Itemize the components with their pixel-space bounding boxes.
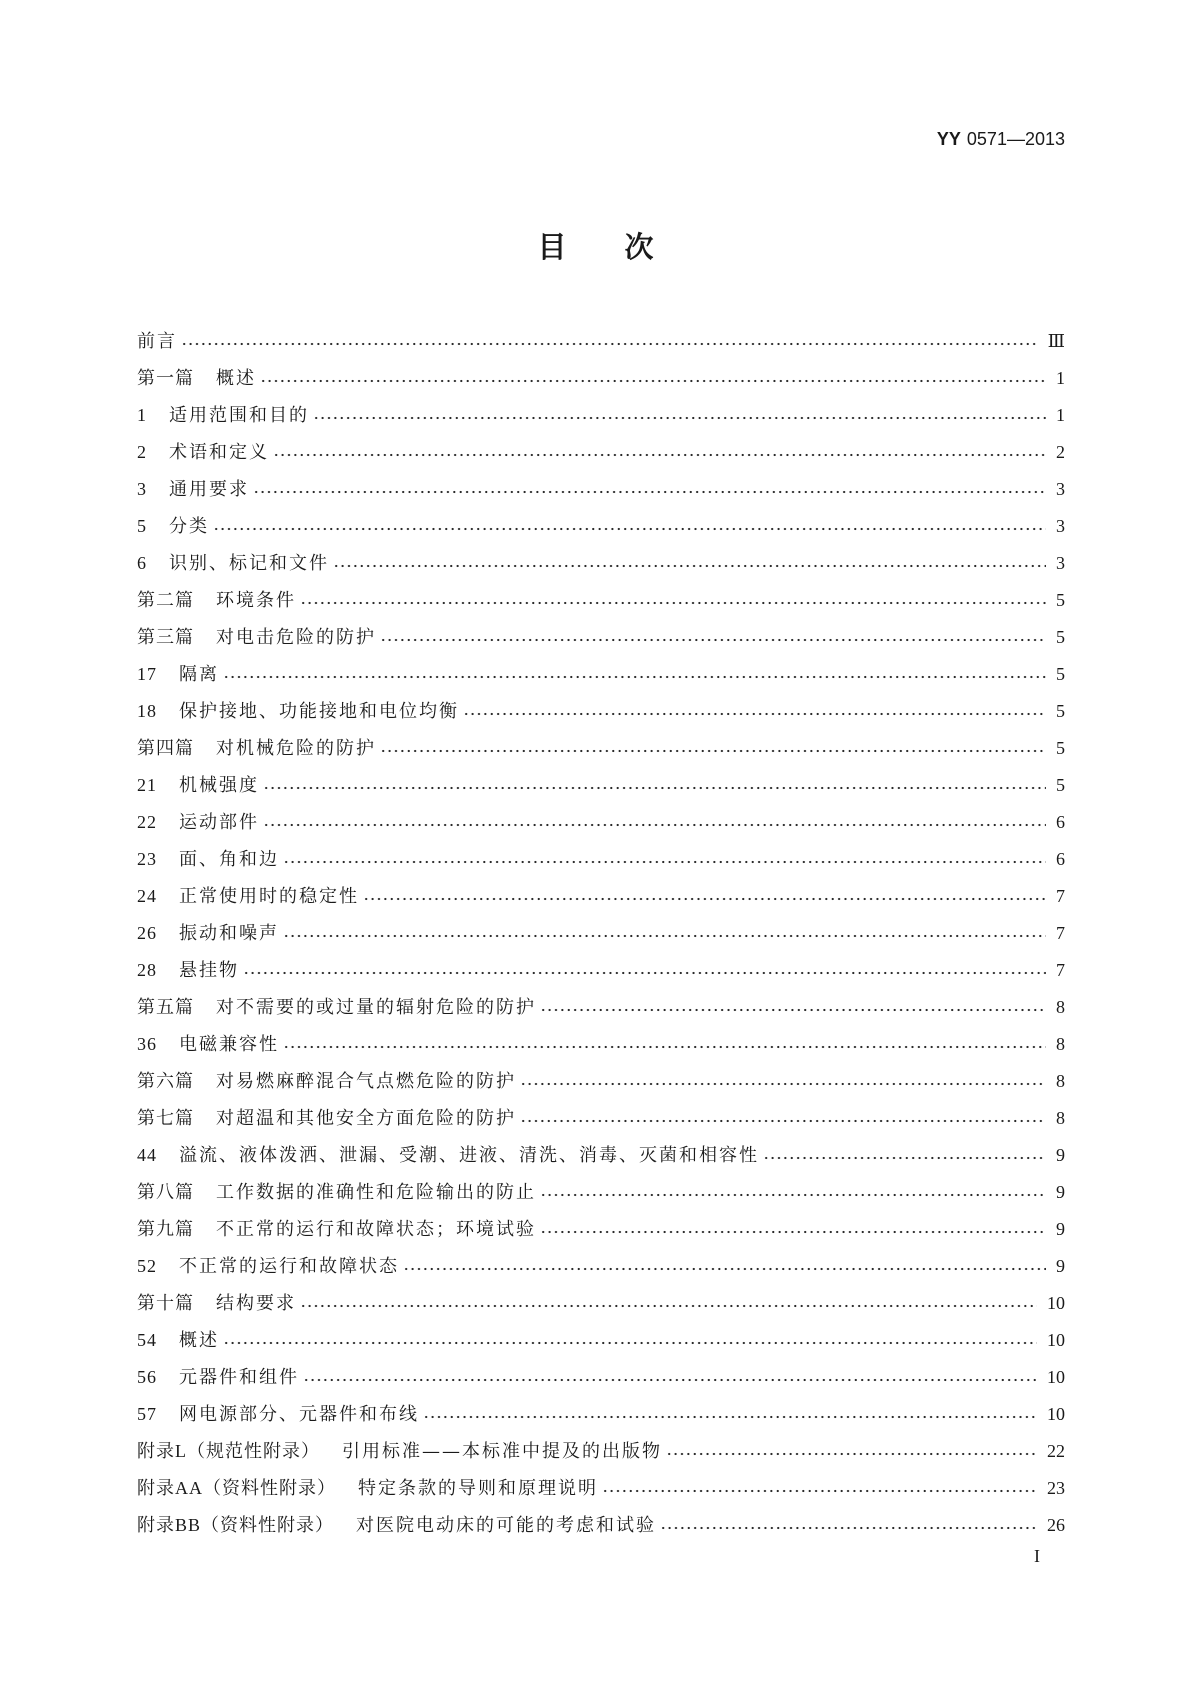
toc-entry-title: 元器件和组件 [179, 1367, 299, 1388]
toc-entry-number: 第八篇 [137, 1182, 194, 1202]
toc-entry [137, 804, 1065, 841]
toc-entry-page: 10 [1047, 1330, 1065, 1350]
dot-leader [181, 323, 1038, 360]
toc-entry-number: 附录BB（资料性附录） [137, 1515, 335, 1535]
toc-entry [137, 878, 1065, 915]
toc-entry-title: 识别、标记和文件 [169, 553, 329, 574]
toc-entry [137, 1433, 1065, 1470]
toc-entry-title: 对不需要的或过量的辐射危险的防护 [216, 997, 536, 1018]
toc-entry-page: 5 [1056, 627, 1065, 647]
toc-entry [137, 1285, 1065, 1322]
toc-entry-title: 振动和噪声 [179, 923, 279, 944]
toc-entry [137, 952, 1065, 989]
toc-entry-title: 不正常的运行和故障状态；环境试验 [216, 1219, 536, 1240]
toc-entry-page: 7 [1056, 923, 1065, 943]
toc-entry-number: 18 [137, 701, 157, 721]
toc-entry-title: 保护接地、功能接地和电位均衡 [179, 701, 459, 722]
toc-entry-number: 第九篇 [137, 1219, 194, 1239]
toc-entry-page: 10 [1047, 1367, 1065, 1387]
toc-entry-page: 1 [1056, 405, 1065, 425]
toc-entry-number: 第一篇 [137, 368, 194, 388]
dot-leader [403, 1248, 1046, 1285]
toc-entry-title: 前言 [137, 331, 177, 352]
dot-leader [602, 1470, 1037, 1507]
toc-entry-number: 附录AA（资料性附录） [137, 1478, 336, 1498]
toc-entry-title: 运动部件 [179, 812, 259, 833]
dot-leader [283, 915, 1046, 952]
toc-entry [137, 730, 1065, 767]
toc-entry [137, 767, 1065, 804]
toc-entry-page: 3 [1056, 553, 1065, 573]
toc-entry-page: 5 [1056, 775, 1065, 795]
toc-entry-number: 第四篇 [137, 738, 194, 758]
dot-leader [666, 1433, 1037, 1470]
toc-entry-page: 9 [1056, 1219, 1065, 1239]
dot-leader [273, 434, 1046, 471]
toc-entry [137, 434, 1065, 471]
dot-leader [223, 656, 1046, 693]
standard-code-prefix: YY [936, 129, 961, 149]
toc-entry-number: 56 [137, 1367, 157, 1387]
toc-entry-number: 第三篇 [137, 627, 194, 647]
toc-entry-title: 结构要求 [216, 1293, 296, 1314]
toc-entry-title: 溢流、液体泼洒、泄漏、受潮、进液、清洗、消毒、灭菌和相容性 [179, 1145, 759, 1166]
dot-leader [260, 360, 1046, 397]
toc-entry [137, 1359, 1065, 1396]
dot-leader [303, 1359, 1037, 1396]
toc-entry-number: 2 [137, 442, 147, 462]
toc-entry-page: 8 [1056, 1034, 1065, 1054]
page-title: 目 次 [537, 230, 654, 264]
toc-entry-page: 7 [1056, 960, 1065, 980]
toc-entry [137, 1396, 1065, 1433]
toc-entry [137, 323, 1065, 360]
table-of-contents [137, 323, 1065, 1544]
toc-entry-title: 特定条款的导则和原理说明 [358, 1478, 598, 1499]
toc-entry-title: 对医院电动床的可能的考虑和试验 [356, 1515, 657, 1536]
toc-entry-title: 悬挂物 [179, 960, 239, 981]
toc-entry-page: 5 [1056, 701, 1065, 721]
standard-code-header [937, 128, 1065, 150]
toc-entry-title: 正常使用时的稳定性 [179, 886, 359, 907]
page-number: I [1034, 1546, 1040, 1566]
dot-leader [380, 619, 1046, 656]
toc-entry-page: 22 [1047, 1441, 1065, 1461]
toc-entry-number: 54 [137, 1330, 157, 1350]
toc-entry-page: 5 [1056, 590, 1065, 610]
toc-entry-title: 引用标准——本标准中提及的出版物 [342, 1441, 662, 1462]
toc-entry-number: 17 [137, 664, 157, 684]
dot-leader [463, 693, 1046, 730]
toc-entry [137, 1026, 1065, 1063]
toc-entry [137, 1470, 1065, 1507]
toc-entry [137, 989, 1065, 1026]
dot-leader [300, 1285, 1037, 1322]
toc-entry [137, 1507, 1065, 1544]
toc-entry-title: 工作数据的准确性和危险输出的防止 [216, 1182, 536, 1203]
toc-entry [137, 508, 1065, 545]
toc-entry [137, 1063, 1065, 1100]
toc-entry-page: 6 [1056, 849, 1065, 869]
toc-entry-page: Ⅲ [1047, 331, 1065, 351]
toc-entry [137, 582, 1065, 619]
toc-entry-title: 概述 [216, 368, 256, 389]
dot-leader [243, 952, 1046, 989]
dot-leader [520, 1063, 1046, 1100]
toc-entry [137, 841, 1065, 878]
toc-entry-page: 10 [1047, 1293, 1065, 1313]
toc-entry [137, 545, 1065, 582]
toc-entry [137, 1137, 1065, 1174]
toc-entry-page: 6 [1056, 812, 1065, 832]
toc-entry-title: 电磁兼容性 [179, 1034, 279, 1055]
toc-entry-title: 概述 [179, 1330, 219, 1351]
toc-entry-title: 隔离 [179, 664, 219, 685]
toc-entry [137, 1100, 1065, 1137]
toc-entry-number: 1 [137, 405, 147, 425]
dot-leader [423, 1396, 1037, 1433]
dot-leader [763, 1137, 1046, 1174]
toc-entry-number: 21 [137, 775, 157, 795]
toc-entry-title: 不正常的运行和故障状态 [179, 1256, 399, 1277]
toc-entry-number: 52 [137, 1256, 157, 1276]
toc-entry [137, 656, 1065, 693]
toc-entry-title: 分类 [169, 516, 209, 537]
toc-entry-page: 3 [1056, 479, 1065, 499]
toc-entry-page: 10 [1047, 1404, 1065, 1424]
toc-entry-title: 机械强度 [179, 775, 259, 796]
dot-leader [660, 1507, 1037, 1544]
dot-leader [283, 1026, 1046, 1063]
dot-leader [263, 767, 1046, 804]
toc-entry-number: 36 [137, 1034, 157, 1054]
dot-leader [363, 878, 1046, 915]
dot-leader [253, 471, 1046, 508]
toc-entry-number: 22 [137, 812, 157, 832]
dot-leader [313, 397, 1046, 434]
toc-entry-page: 7 [1056, 886, 1065, 906]
toc-entry-number: 第六篇 [137, 1071, 194, 1091]
toc-entry-number: 6 [137, 553, 147, 573]
toc-entry-number: 57 [137, 1404, 157, 1424]
toc-entry-number: 26 [137, 923, 157, 943]
dot-leader [540, 1174, 1046, 1211]
toc-entry-page: 5 [1056, 664, 1065, 684]
toc-entry [137, 1211, 1065, 1248]
dot-leader [300, 582, 1046, 619]
toc-entry [137, 1174, 1065, 1211]
dot-leader [263, 804, 1046, 841]
toc-entry [137, 1322, 1065, 1359]
toc-entry [137, 471, 1065, 508]
toc-entry-page: 9 [1056, 1256, 1065, 1276]
toc-entry-page: 3 [1056, 516, 1065, 536]
toc-entry-number: 第十篇 [137, 1293, 194, 1313]
toc-entry-title: 对机械危险的防护 [216, 738, 376, 759]
toc-entry-page: 1 [1056, 368, 1065, 388]
toc-entry-page: 26 [1047, 1515, 1065, 1535]
toc-entry-title: 面、角和边 [179, 849, 279, 870]
dot-leader [213, 508, 1046, 545]
toc-entry-number: 3 [137, 479, 147, 499]
dot-leader [223, 1322, 1037, 1359]
toc-entry-number: 23 [137, 849, 157, 869]
toc-entry [137, 619, 1065, 656]
toc-entry-number: 24 [137, 886, 157, 906]
toc-entry-title: 通用要求 [169, 479, 249, 500]
dot-leader [380, 730, 1046, 767]
toc-entry-title: 术语和定义 [169, 442, 269, 463]
toc-entry-page: 8 [1056, 1071, 1065, 1091]
toc-entry [137, 915, 1065, 952]
toc-entry-title: 对易燃麻醉混合气点燃危险的防护 [216, 1071, 516, 1092]
toc-entry-page: 9 [1056, 1145, 1065, 1165]
toc-entry-page: 8 [1056, 1108, 1065, 1128]
toc-entry [137, 397, 1065, 434]
toc-entry-title: 对超温和其他安全方面危险的防护 [216, 1108, 516, 1129]
toc-entry-title: 对电击危险的防护 [216, 627, 376, 648]
toc-entry-page: 5 [1056, 738, 1065, 758]
toc-entry-number: 第二篇 [137, 590, 194, 610]
toc-entry-page: 23 [1047, 1478, 1065, 1498]
toc-entry-title: 适用范围和目的 [169, 405, 309, 426]
toc-entry-page: 2 [1056, 442, 1065, 462]
standard-code-number: 0571—2013 [966, 129, 1065, 149]
toc-entry-number: 5 [137, 516, 147, 536]
dot-leader [540, 989, 1046, 1026]
dot-leader [540, 1211, 1046, 1248]
toc-entry [137, 1248, 1065, 1285]
dot-leader [520, 1100, 1046, 1137]
toc-entry-page: 9 [1056, 1182, 1065, 1202]
toc-entry-number: 44 [137, 1145, 157, 1165]
toc-entry-number: 第五篇 [137, 997, 194, 1017]
toc-entry-title: 环境条件 [216, 590, 296, 611]
toc-entry-title: 网电源部分、元器件和布线 [179, 1404, 419, 1425]
toc-entry-number: 第七篇 [137, 1108, 194, 1128]
toc-entry [137, 693, 1065, 730]
dot-leader [283, 841, 1046, 878]
toc-entry-page: 8 [1056, 997, 1065, 1017]
dot-leader [333, 545, 1046, 582]
toc-entry [137, 360, 1065, 397]
toc-entry-number: 28 [137, 960, 157, 980]
toc-entry-number: 附录L（规范性附录） [137, 1441, 320, 1461]
